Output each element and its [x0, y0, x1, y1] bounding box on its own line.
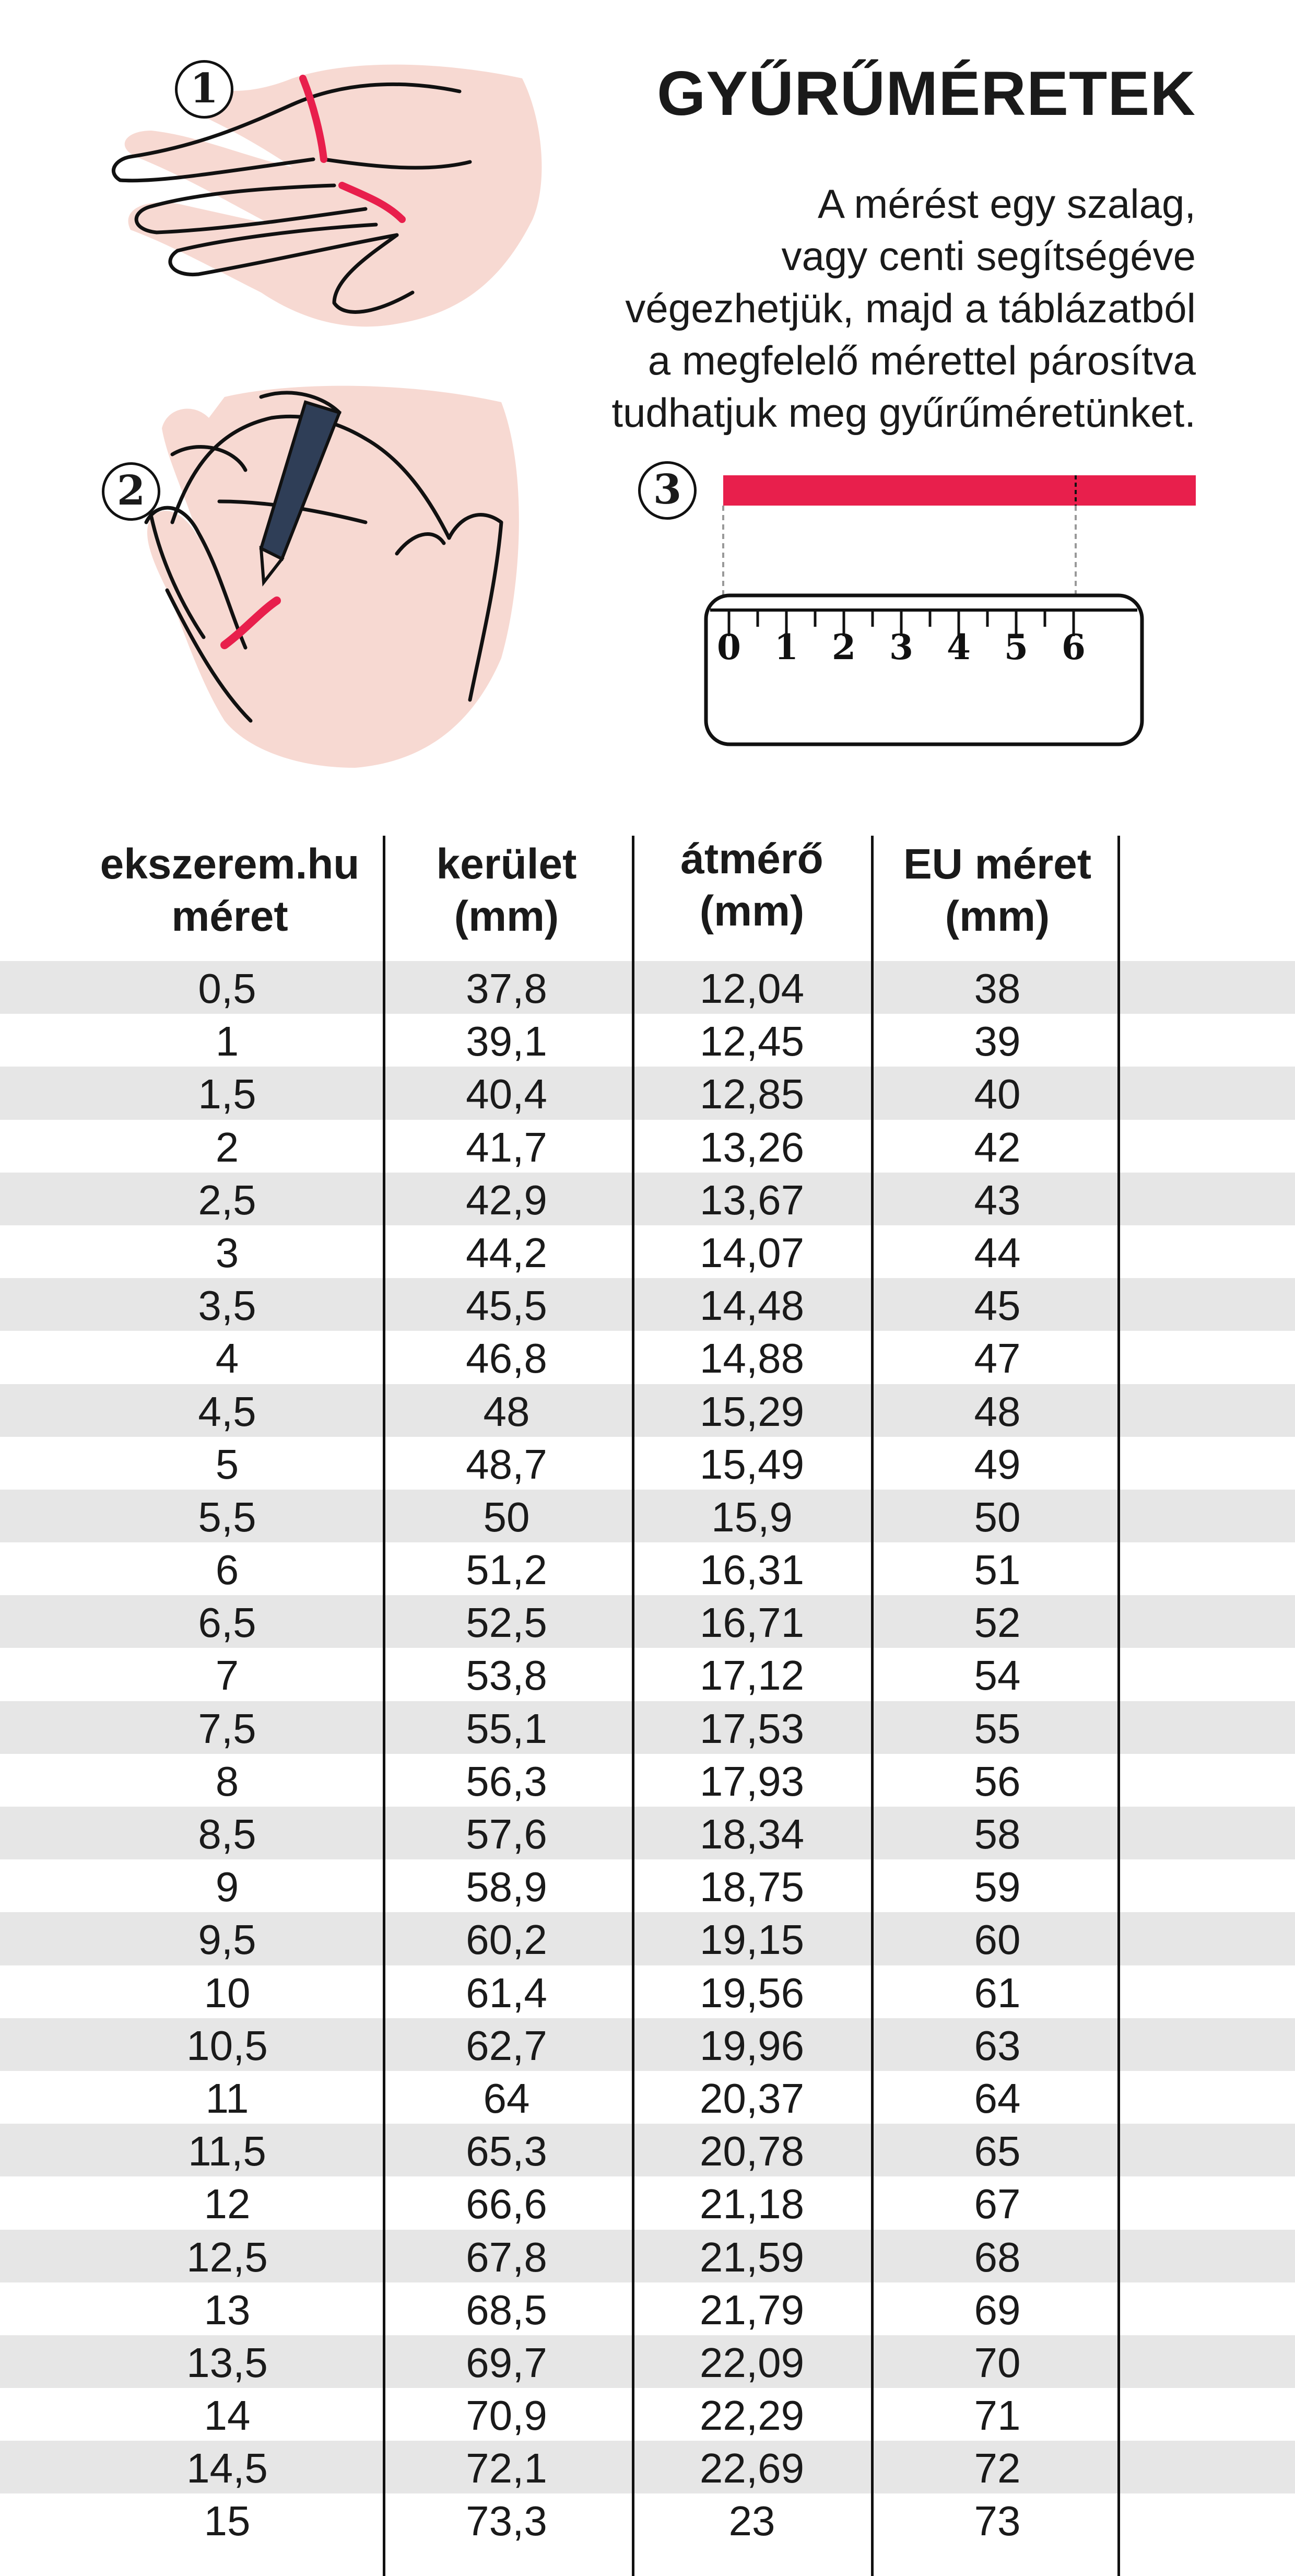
cell-size: 1,5	[198, 1071, 256, 1118]
cell-diameter: 21,79	[699, 2286, 805, 2333]
cell-circumference: 62,7	[466, 2022, 547, 2069]
cell-size: 13,5	[186, 2339, 268, 2386]
cell-eu-size: 64	[974, 2075, 1021, 2122]
cell-circumference: 66,6	[466, 2181, 547, 2228]
header-line: átmérő	[680, 835, 823, 883]
column-divider	[871, 836, 874, 2576]
cell-diameter: 14,48	[699, 1282, 805, 1329]
cell-eu-size: 39	[974, 1018, 1021, 1065]
header-size	[42, 838, 418, 943]
cell-eu-size: 58	[974, 1811, 1021, 1857]
cell-size: 3	[215, 1229, 239, 1276]
cell-diameter: 22,09	[699, 2339, 805, 2386]
cell-size: 3,5	[198, 1282, 256, 1329]
cell-circumference: 61,4	[466, 1969, 547, 2016]
header-diameter	[629, 833, 875, 938]
cell-size: 1	[215, 1018, 239, 1065]
cell-circumference: 65,3	[466, 2128, 547, 2175]
cell-size: 2,5	[198, 1176, 256, 1223]
table-row	[0, 1120, 1295, 1173]
header-line: EU méret	[903, 840, 1092, 888]
cell-circumference: 45,5	[466, 1282, 547, 1329]
cell-size: 13	[204, 2286, 251, 2333]
cell-size: 8,5	[198, 1811, 256, 1857]
cell-eu-size: 47	[974, 1335, 1021, 1382]
cell-circumference: 68,5	[466, 2286, 547, 2333]
cell-eu-size: 42	[974, 1123, 1021, 1170]
header-circumference	[384, 838, 629, 943]
cell-size: 10	[204, 1969, 251, 2016]
cell-size: 4	[215, 1335, 239, 1382]
cell-diameter: 22,69	[699, 2445, 805, 2492]
header-line: (mm)	[699, 887, 805, 935]
step-2-badge: 2	[102, 462, 160, 521]
cell-diameter: 18,34	[699, 1811, 805, 1857]
cell-circumference: 57,6	[466, 1811, 547, 1857]
cell-circumference: 48,7	[466, 1441, 547, 1488]
table-row	[0, 2282, 1295, 2335]
cell-diameter: 21,59	[699, 2233, 805, 2280]
cell-diameter: 13,26	[699, 1123, 805, 1170]
cell-eu-size: 61	[974, 1969, 1021, 2016]
header-eu-size	[875, 838, 1120, 943]
column-divider	[383, 836, 385, 2576]
instructions-line: A mérést egy szalag,	[817, 181, 1196, 227]
header-line: ekszerem.hu	[100, 840, 360, 888]
cell-size: 9,5	[198, 1916, 256, 1963]
cell-diameter: 17,12	[699, 1652, 805, 1699]
cell-eu-size: 65	[974, 2128, 1021, 2175]
cell-eu-size: 48	[974, 1388, 1021, 1435]
cell-circumference: 60,2	[466, 1916, 547, 1963]
cell-eu-size: 68	[974, 2233, 1021, 2280]
cell-circumference: 69,7	[466, 2339, 547, 2386]
instructions-text	[569, 178, 1196, 439]
cell-eu-size: 73	[974, 2498, 1021, 2545]
cell-diameter: 12,45	[699, 1018, 805, 1065]
cell-size: 9	[215, 1864, 239, 1911]
header-line: méret	[171, 893, 288, 940]
cell-circumference: 41,7	[466, 1123, 547, 1170]
page-title: GYŰRŰMÉRETEK	[656, 58, 1196, 128]
cell-eu-size: 72	[974, 2445, 1021, 2492]
step-1-badge: 1	[175, 60, 233, 119]
cell-size: 15	[204, 2498, 251, 2545]
cell-diameter: 14,07	[699, 1229, 805, 1276]
table-row	[0, 1701, 1295, 1754]
table-row	[0, 2493, 1295, 2546]
cell-size: 12	[204, 2181, 251, 2228]
table-row	[0, 1278, 1295, 1331]
cell-diameter: 14,88	[699, 1335, 805, 1382]
table-row	[0, 2388, 1295, 2441]
cell-diameter: 22,29	[699, 2392, 805, 2439]
column-divider	[632, 836, 634, 2576]
table-row	[0, 961, 1295, 1014]
cell-size: 5	[215, 1441, 239, 1488]
cell-diameter: 16,71	[699, 1599, 805, 1646]
cell-circumference: 46,8	[466, 1335, 547, 1382]
table-row	[0, 2230, 1295, 2282]
table-row	[0, 1648, 1295, 1701]
cell-size: 7	[215, 1652, 239, 1699]
table-row	[0, 1542, 1295, 1595]
table-row	[0, 1807, 1295, 1859]
cell-eu-size: 67	[974, 2181, 1021, 2228]
ruler-label: 3	[889, 627, 913, 668]
cell-size: 8	[215, 1758, 239, 1805]
cell-circumference: 37,8	[466, 965, 547, 1012]
cell-diameter: 17,93	[699, 1758, 805, 1805]
cell-circumference: 58,9	[466, 1864, 547, 1911]
table-row	[0, 2071, 1295, 2124]
cell-diameter: 12,04	[699, 965, 805, 1012]
cell-size: 14	[204, 2392, 251, 2439]
instructions-line: a megfelelő mérettel párosítva	[648, 337, 1196, 383]
cell-circumference: 55,1	[466, 1705, 547, 1752]
table-row	[0, 1331, 1295, 1384]
table-body	[0, 961, 1295, 2547]
table-row	[0, 1754, 1295, 1807]
table-row	[0, 1014, 1295, 1067]
instructions-line: tudhatjuk meg gyűrűméretünket.	[611, 390, 1196, 436]
ruler-label: 1	[774, 627, 798, 668]
table-row	[0, 1912, 1295, 1965]
cell-diameter: 15,49	[699, 1441, 805, 1488]
cell-diameter: 19,15	[699, 1916, 805, 1963]
cell-size: 5,5	[198, 1493, 256, 1540]
ruler-label: 4	[947, 627, 971, 668]
table-header	[0, 825, 1295, 961]
cell-circumference: 53,8	[466, 1652, 547, 1699]
cell-diameter: 20,37	[699, 2075, 805, 2122]
table-row	[0, 2441, 1295, 2493]
column-divider	[1117, 836, 1120, 2576]
cell-circumference: 72,1	[466, 2445, 547, 2492]
cell-eu-size: 49	[974, 1441, 1021, 1488]
table-row	[0, 1859, 1295, 1912]
cell-diameter: 19,96	[699, 2022, 805, 2069]
cell-diameter: 20,78	[699, 2128, 805, 2175]
instructions-line: vagy centi segítségéve	[781, 233, 1196, 279]
cell-circumference: 44,2	[466, 1229, 547, 1276]
cell-size: 12,5	[186, 2233, 268, 2280]
ruler-label: 0	[717, 627, 741, 668]
cell-size: 0,5	[198, 965, 256, 1012]
table-row	[0, 1067, 1295, 1119]
cell-eu-size: 45	[974, 1282, 1021, 1329]
cell-eu-size: 63	[974, 2022, 1021, 2069]
table-row	[0, 2335, 1295, 2388]
cell-circumference: 56,3	[466, 1758, 547, 1805]
cell-size: 6	[215, 1547, 239, 1594]
cell-circumference: 42,9	[466, 1176, 547, 1223]
table-row	[0, 1173, 1295, 1225]
cell-eu-size: 70	[974, 2339, 1021, 2386]
table-row	[0, 1225, 1295, 1278]
cell-eu-size: 71	[974, 2392, 1021, 2439]
cell-diameter: 18,75	[699, 1864, 805, 1911]
ruler-label: 5	[1004, 627, 1028, 668]
cell-diameter: 17,53	[699, 1705, 805, 1752]
cell-diameter: 13,67	[699, 1176, 805, 1223]
header-line: (mm)	[454, 893, 559, 940]
ruler-label: 2	[832, 627, 856, 668]
cell-circumference: 52,5	[466, 1599, 547, 1646]
cell-circumference: 73,3	[466, 2498, 547, 2545]
instructions-line: végezhetjük, majd a táblázatból	[625, 285, 1196, 331]
cell-diameter: 12,85	[699, 1071, 805, 1118]
cell-eu-size: 51	[974, 1547, 1021, 1594]
cell-eu-size: 50	[974, 1493, 1021, 1540]
cell-size: 11	[205, 2075, 249, 2122]
table-row	[0, 1965, 1295, 2018]
cell-size: 10,5	[186, 2022, 268, 2069]
table-row	[0, 1595, 1295, 1648]
table-row	[0, 2176, 1295, 2229]
cell-eu-size: 38	[974, 965, 1021, 1012]
cell-size: 6,5	[198, 1599, 256, 1646]
cell-circumference: 50	[483, 1493, 530, 1540]
cell-eu-size: 55	[974, 1705, 1021, 1752]
cell-diameter: 23	[728, 2498, 775, 2545]
cell-diameter: 15,29	[699, 1388, 805, 1435]
cell-circumference: 40,4	[466, 1071, 547, 1118]
cell-circumference: 48	[483, 1388, 530, 1435]
cell-size: 14,5	[186, 2445, 268, 2492]
cell-size: 7,5	[198, 1705, 256, 1752]
cell-eu-size: 54	[974, 1652, 1021, 1699]
cell-eu-size: 52	[974, 1599, 1021, 1646]
measure-strip	[723, 475, 1196, 506]
cell-diameter: 21,18	[699, 2181, 805, 2228]
header-line: kerület	[436, 840, 577, 888]
cell-circumference: 39,1	[466, 1018, 547, 1065]
table-row	[0, 1437, 1295, 1490]
table-row	[0, 1490, 1295, 1542]
step-3-badge: 3	[638, 461, 697, 520]
cell-diameter: 19,56	[699, 1969, 805, 2016]
cell-eu-size: 40	[974, 1071, 1021, 1118]
cell-circumference: 51,2	[466, 1547, 547, 1594]
cell-size: 2	[215, 1123, 239, 1170]
table-row	[0, 2124, 1295, 2176]
cell-diameter: 16,31	[699, 1547, 805, 1594]
ruler-body	[706, 595, 1142, 744]
cell-eu-size: 69	[974, 2286, 1021, 2333]
header-line: (mm)	[945, 893, 1050, 940]
cell-circumference: 70,9	[466, 2392, 547, 2439]
cell-circumference: 64	[483, 2075, 530, 2122]
cell-eu-size: 56	[974, 1758, 1021, 1805]
cell-size: 11,5	[188, 2128, 266, 2175]
cell-eu-size: 43	[974, 1176, 1021, 1223]
cell-eu-size: 60	[974, 1916, 1021, 1963]
cell-eu-size: 44	[974, 1229, 1021, 1276]
cell-eu-size: 59	[974, 1864, 1021, 1911]
table-row	[0, 1384, 1295, 1437]
cell-diameter: 15,9	[711, 1493, 793, 1540]
cell-size: 4,5	[198, 1388, 256, 1435]
cell-circumference: 67,8	[466, 2233, 547, 2280]
table-row	[0, 2018, 1295, 2071]
ruler-label: 6	[1062, 627, 1086, 668]
